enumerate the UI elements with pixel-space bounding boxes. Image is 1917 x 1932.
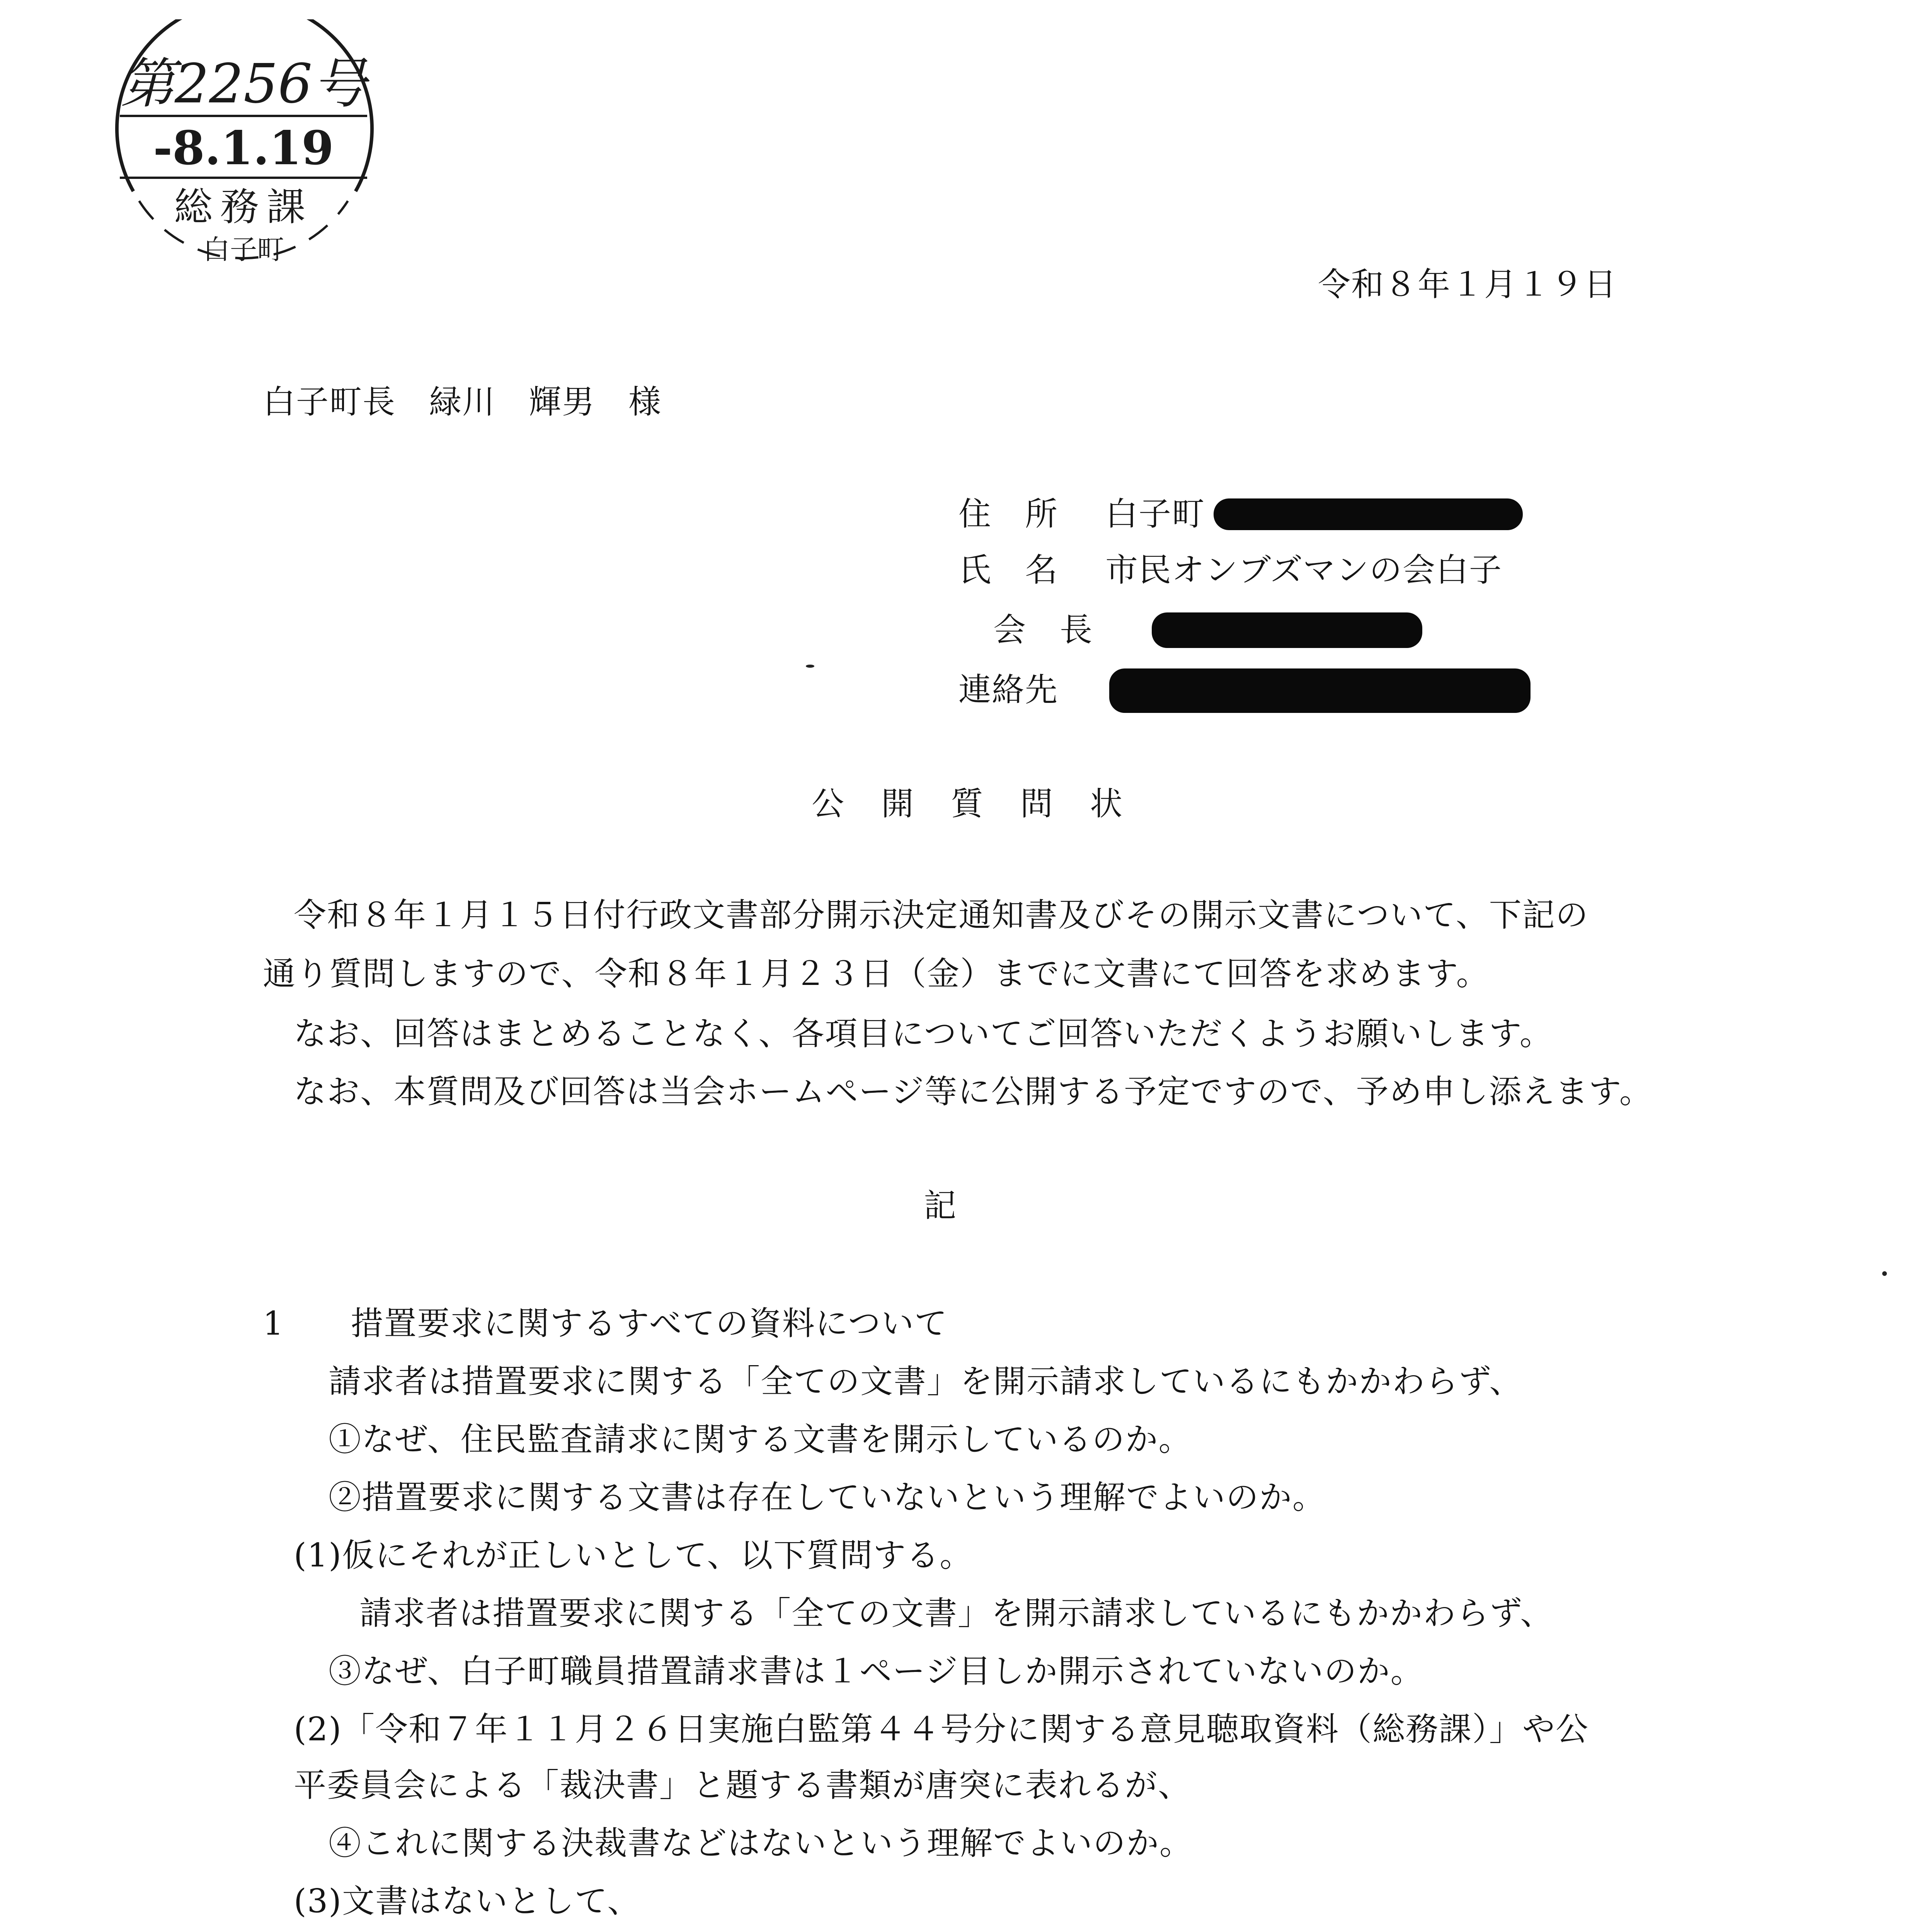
stamp-date: -8.1.19	[153, 121, 334, 175]
stamp-town: 白子町	[203, 234, 284, 265]
redacted-address	[1214, 498, 1523, 530]
sender-name-value: 市民オンブズマンの会白子	[1105, 551, 1502, 589]
item-line: (1)仮にそれが正しいとして、以下質問する。	[294, 1536, 973, 1574]
item-line: ②措置要求に関する文書は存在していないという理解でよいのか。	[329, 1478, 1326, 1516]
sender-name-label: 氏 名	[958, 551, 1059, 589]
item-line: 平委員会による「裁決書」と題する書類が唐突に表れるが、	[294, 1766, 1192, 1804]
intro-line: なお、回答はまとめることなく、各項目についてご回答いただくようお願いします。	[294, 1015, 1553, 1053]
reception-stamp	[97, 19, 390, 270]
intro-line: 通り質問しますので、令和８年１月２３日（金）までに文書にて回答を求めます。	[263, 955, 1490, 993]
intro-line: 令和８年１月１５日付行政文書部分開示決定通知書及びその開示文書について、下記の	[294, 896, 1589, 934]
item-line: ①なぜ、住民監査請求に関する文書を開示しているのか。	[329, 1420, 1192, 1458]
item-line: (3)文書はないとして、	[294, 1882, 641, 1920]
scan-speck	[1882, 1271, 1887, 1276]
stamp-number: 第2256号	[120, 53, 367, 116]
item-line: 1 措置要求に関するすべての資料について	[263, 1304, 948, 1342]
item-line: (2)「令和７年１１月２６日実施白監第４４号分に関する意見聴取資料（総務課）」や公	[294, 1710, 1589, 1748]
intro-line: なお、本質問及び回答は当会ホームページ等に公開する予定ですので、予め申し添えます。	[294, 1073, 1653, 1111]
item-line: 請求者は措置要求に関する「全ての文書」を開示請求しているにもかかわらず、	[359, 1594, 1554, 1632]
scan-speck	[806, 665, 814, 668]
item-line: 請求者は措置要求に関する「全ての文書」を開示請求しているにもかかわらず、	[329, 1362, 1523, 1400]
sender-address-value: 白子町	[1105, 495, 1205, 533]
sender-chair-label: 会 長	[993, 611, 1093, 649]
document-date: 令和８年１月１９日	[1318, 265, 1617, 303]
item-line: ③なぜ、白子町職員措置請求書は１ページ目しか開示されていないのか。	[329, 1652, 1424, 1690]
redacted-contact	[1109, 668, 1531, 713]
stamp-department: 総務課	[174, 184, 313, 230]
item-line: ④これに関する決裁書などはないという理解でよいのか。	[329, 1824, 1193, 1862]
sender-contact-label: 連絡先	[958, 671, 1059, 709]
ki-heading: 記	[924, 1187, 957, 1225]
document-title: 公 開 質 問 状	[812, 785, 1125, 823]
redacted-chair-name	[1152, 612, 1422, 648]
sender-address-label: 住 所	[958, 495, 1059, 533]
recipient-line: 白子町長 緑川 輝男 様	[263, 383, 662, 421]
